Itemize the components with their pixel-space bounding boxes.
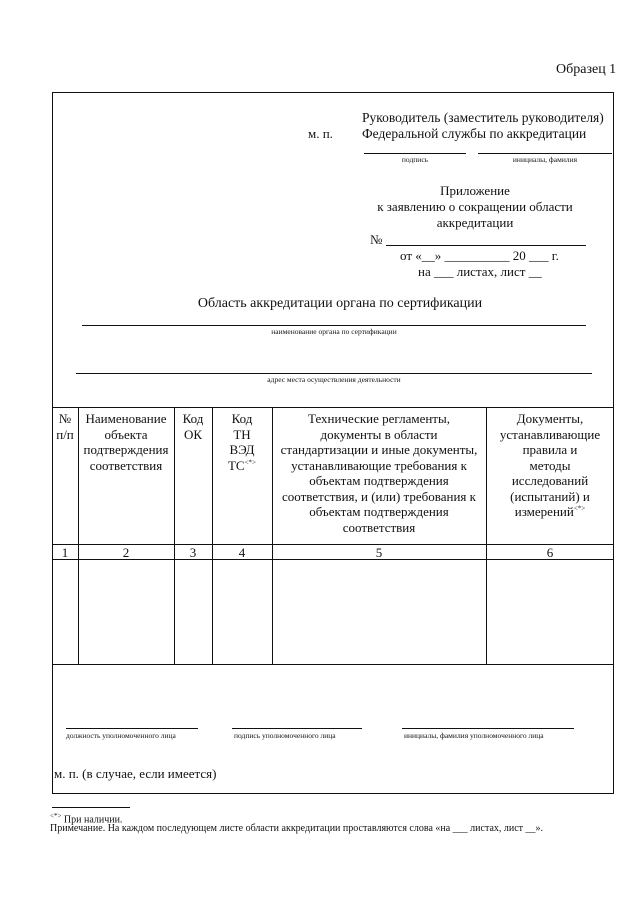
- appendix-line2: к заявлению о сокращении области: [377, 199, 573, 214]
- initials-line: [478, 153, 612, 154]
- org-name-caption: наименование органа по сертификации: [271, 327, 397, 336]
- initials-caption: инициалы, фамилия: [512, 155, 578, 164]
- column-number-4: 4: [238, 545, 246, 560]
- appendix-date-line: от «__» __________ 20 ___ г.: [400, 248, 559, 263]
- appendix-sheets-line: на ___ листах, лист __: [418, 264, 542, 279]
- authorized-signature-line: [232, 728, 362, 729]
- appendix-line3: аккредитации: [436, 215, 514, 230]
- column-number-3: 3: [189, 545, 197, 560]
- authorized-initials-caption: инициалы, фамилия уполномоченного лица: [404, 731, 544, 740]
- mp-note: м. п. (в случае, если имеется): [54, 766, 217, 781]
- column-number-2: 2: [122, 545, 130, 560]
- mp-label: м. п.: [308, 126, 333, 141]
- col-divider-2: [174, 407, 175, 664]
- signature-caption: подпись: [401, 155, 429, 164]
- column-number-6: 6: [546, 545, 554, 560]
- position-line: [66, 728, 198, 729]
- address-line: [76, 373, 592, 374]
- authorized-initials-line: [402, 728, 574, 729]
- head-title-line1: Руководитель (заместитель руководителя): [362, 110, 604, 125]
- table-top-border: [52, 407, 614, 408]
- org-name-line: [82, 325, 586, 326]
- footnote-asterisk: <*>: [50, 812, 62, 820]
- header-cell-num: № п/п: [56, 411, 74, 442]
- header-cell-name: Наименование объекта подтверждения соответствия: [83, 411, 169, 473]
- position-caption: должность уполномоченного лица: [66, 731, 176, 740]
- header-cell-tnved-text: Код ТН ВЭД ТС: [227, 411, 255, 473]
- appendix-title: Приложение: [440, 183, 510, 198]
- header-cell-methods-text: Документы, устанавливающие правила и методы исследований (испытаний) и измерений: [499, 411, 601, 519]
- footnote-separator: [52, 807, 130, 808]
- head-title-line2: Федеральной службы по аккредитации: [362, 126, 587, 141]
- appendix-number-line: [386, 245, 586, 246]
- header-cell-tnved: [212, 411, 272, 473]
- header-cell-methods-asterisk: <*>: [573, 504, 586, 513]
- footnote-note: Примечание. На каждом последующем листе области аккредитации проставляются слова «на ___ листах, лист __».: [50, 823, 544, 834]
- scope-title: Область аккредитации органа по сертификации: [197, 296, 483, 311]
- table-body-bottom: [52, 664, 614, 665]
- header-cell-methods: [486, 411, 614, 520]
- column-number-5: 5: [375, 545, 383, 560]
- address-caption: адрес места осуществления деятельности: [267, 375, 401, 384]
- appendix-number-label: №: [370, 232, 383, 247]
- header-cell-regulations: Технические регламенты, документы в области стандартизации и иные документы, устанавливающие требования к объектам подтверждения соответствия, и (или) требования к объектам подтверждения соответствия: [280, 411, 478, 535]
- footnote-if-any-text: При наличии.: [63, 814, 123, 826]
- signature-line: [364, 153, 466, 154]
- sample-label: Образец 1: [556, 62, 617, 77]
- authorized-signature-caption: подпись уполномоченного лица: [234, 731, 336, 740]
- header-cell-tnved-asterisk: <*>: [244, 458, 257, 467]
- header-cell-ok: Код ОК: [182, 411, 204, 442]
- column-number-1: 1: [61, 545, 69, 560]
